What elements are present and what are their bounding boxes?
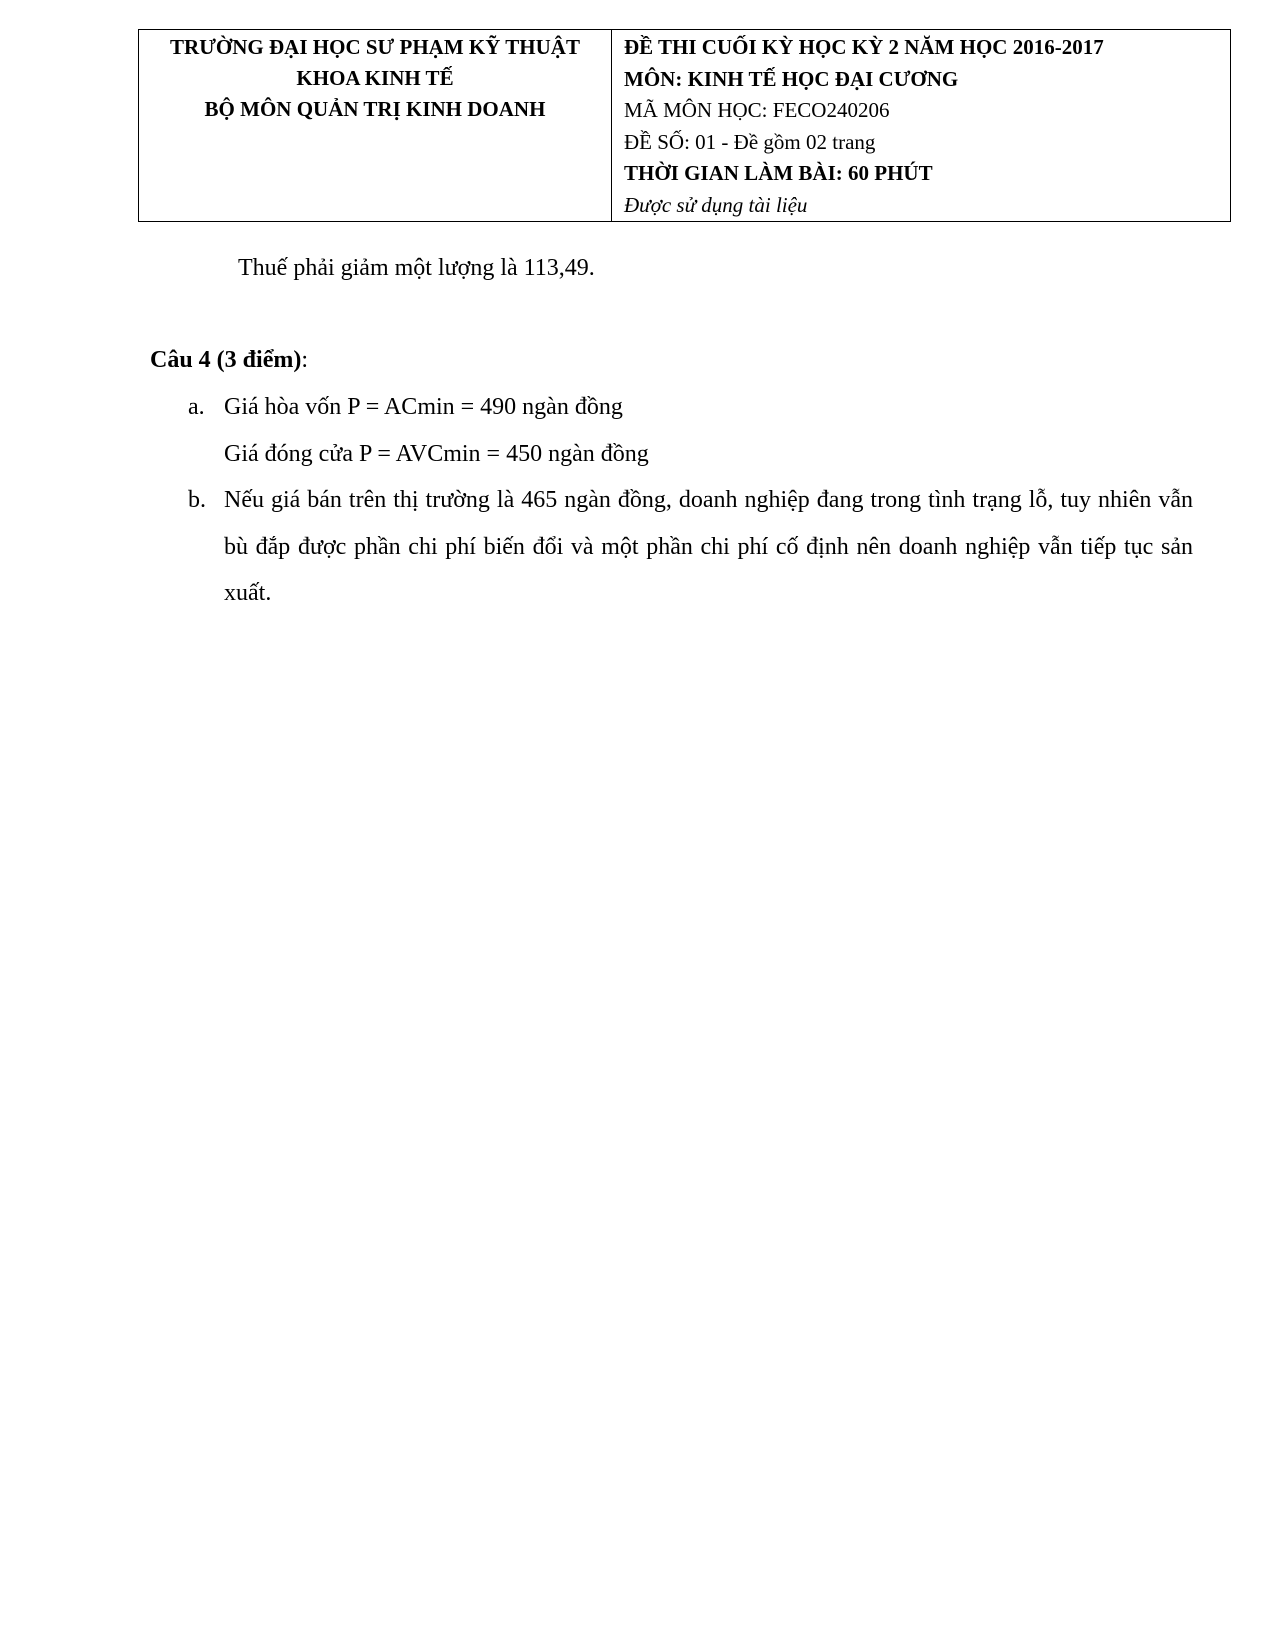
list-item <box>188 477 1193 617</box>
exam-duration: THỜI GIAN LÀM BÀI: 60 PHÚT <box>624 161 933 185</box>
course-code: MÃ MÔN HỌC: FECO240206 <box>624 98 890 122</box>
subject-name: MÔN: KINH TẾ HỌC ĐẠI CƯƠNG <box>624 66 959 91</box>
tax-reduction-line: Thuế phải giảm một lượng là 113,49. <box>238 255 595 281</box>
faculty-name: KHOA KINH TẾ <box>296 66 454 90</box>
shutdown-price-line: Giá đóng cửa P = AVCmin = 450 ngàn đồng <box>224 440 649 467</box>
break-even-price-line: Giá hòa vốn P = ACmin = 490 ngàn đồng <box>224 394 623 420</box>
question-label: Câu 4 (3 điểm) <box>150 347 302 373</box>
exam-number: ĐỀ SỐ: 01 - Đề gồm 02 trang <box>624 129 876 154</box>
department-name: BỘ MÔN QUẢN TRỊ KINH DOANH <box>204 97 546 121</box>
materials-note: Được sử dụng tài liệu <box>624 192 808 217</box>
institution-cell <box>139 30 612 222</box>
market-price-explanation: Nếu giá bán trên thị trường là 465 ngàn đồng, doanh nghiệp đang trong tình trạng lỗ, tuy nhiên vẫn bù đắp được phần chi phí biến đổi và một phần chi phí cố định nên doanh nghiệp vẫn tiếp tục sản xuất. <box>224 487 1193 606</box>
question-heading <box>150 337 308 383</box>
list-item <box>188 384 1193 477</box>
exam-info-cell <box>612 30 1231 222</box>
list-marker: a. <box>188 394 205 420</box>
question-label-colon: : <box>301 347 308 373</box>
university-name: TRƯỜNG ĐẠI HỌC SƯ PHẠM KỸ THUẬT <box>170 35 580 59</box>
exam-header-table <box>138 29 1231 222</box>
answer-list <box>188 384 1193 617</box>
list-marker: b. <box>188 487 206 513</box>
exam-title: ĐỀ THI CUỐI KỲ HỌC KỲ 2 NĂM HỌC 2016-2017 <box>624 35 1104 59</box>
